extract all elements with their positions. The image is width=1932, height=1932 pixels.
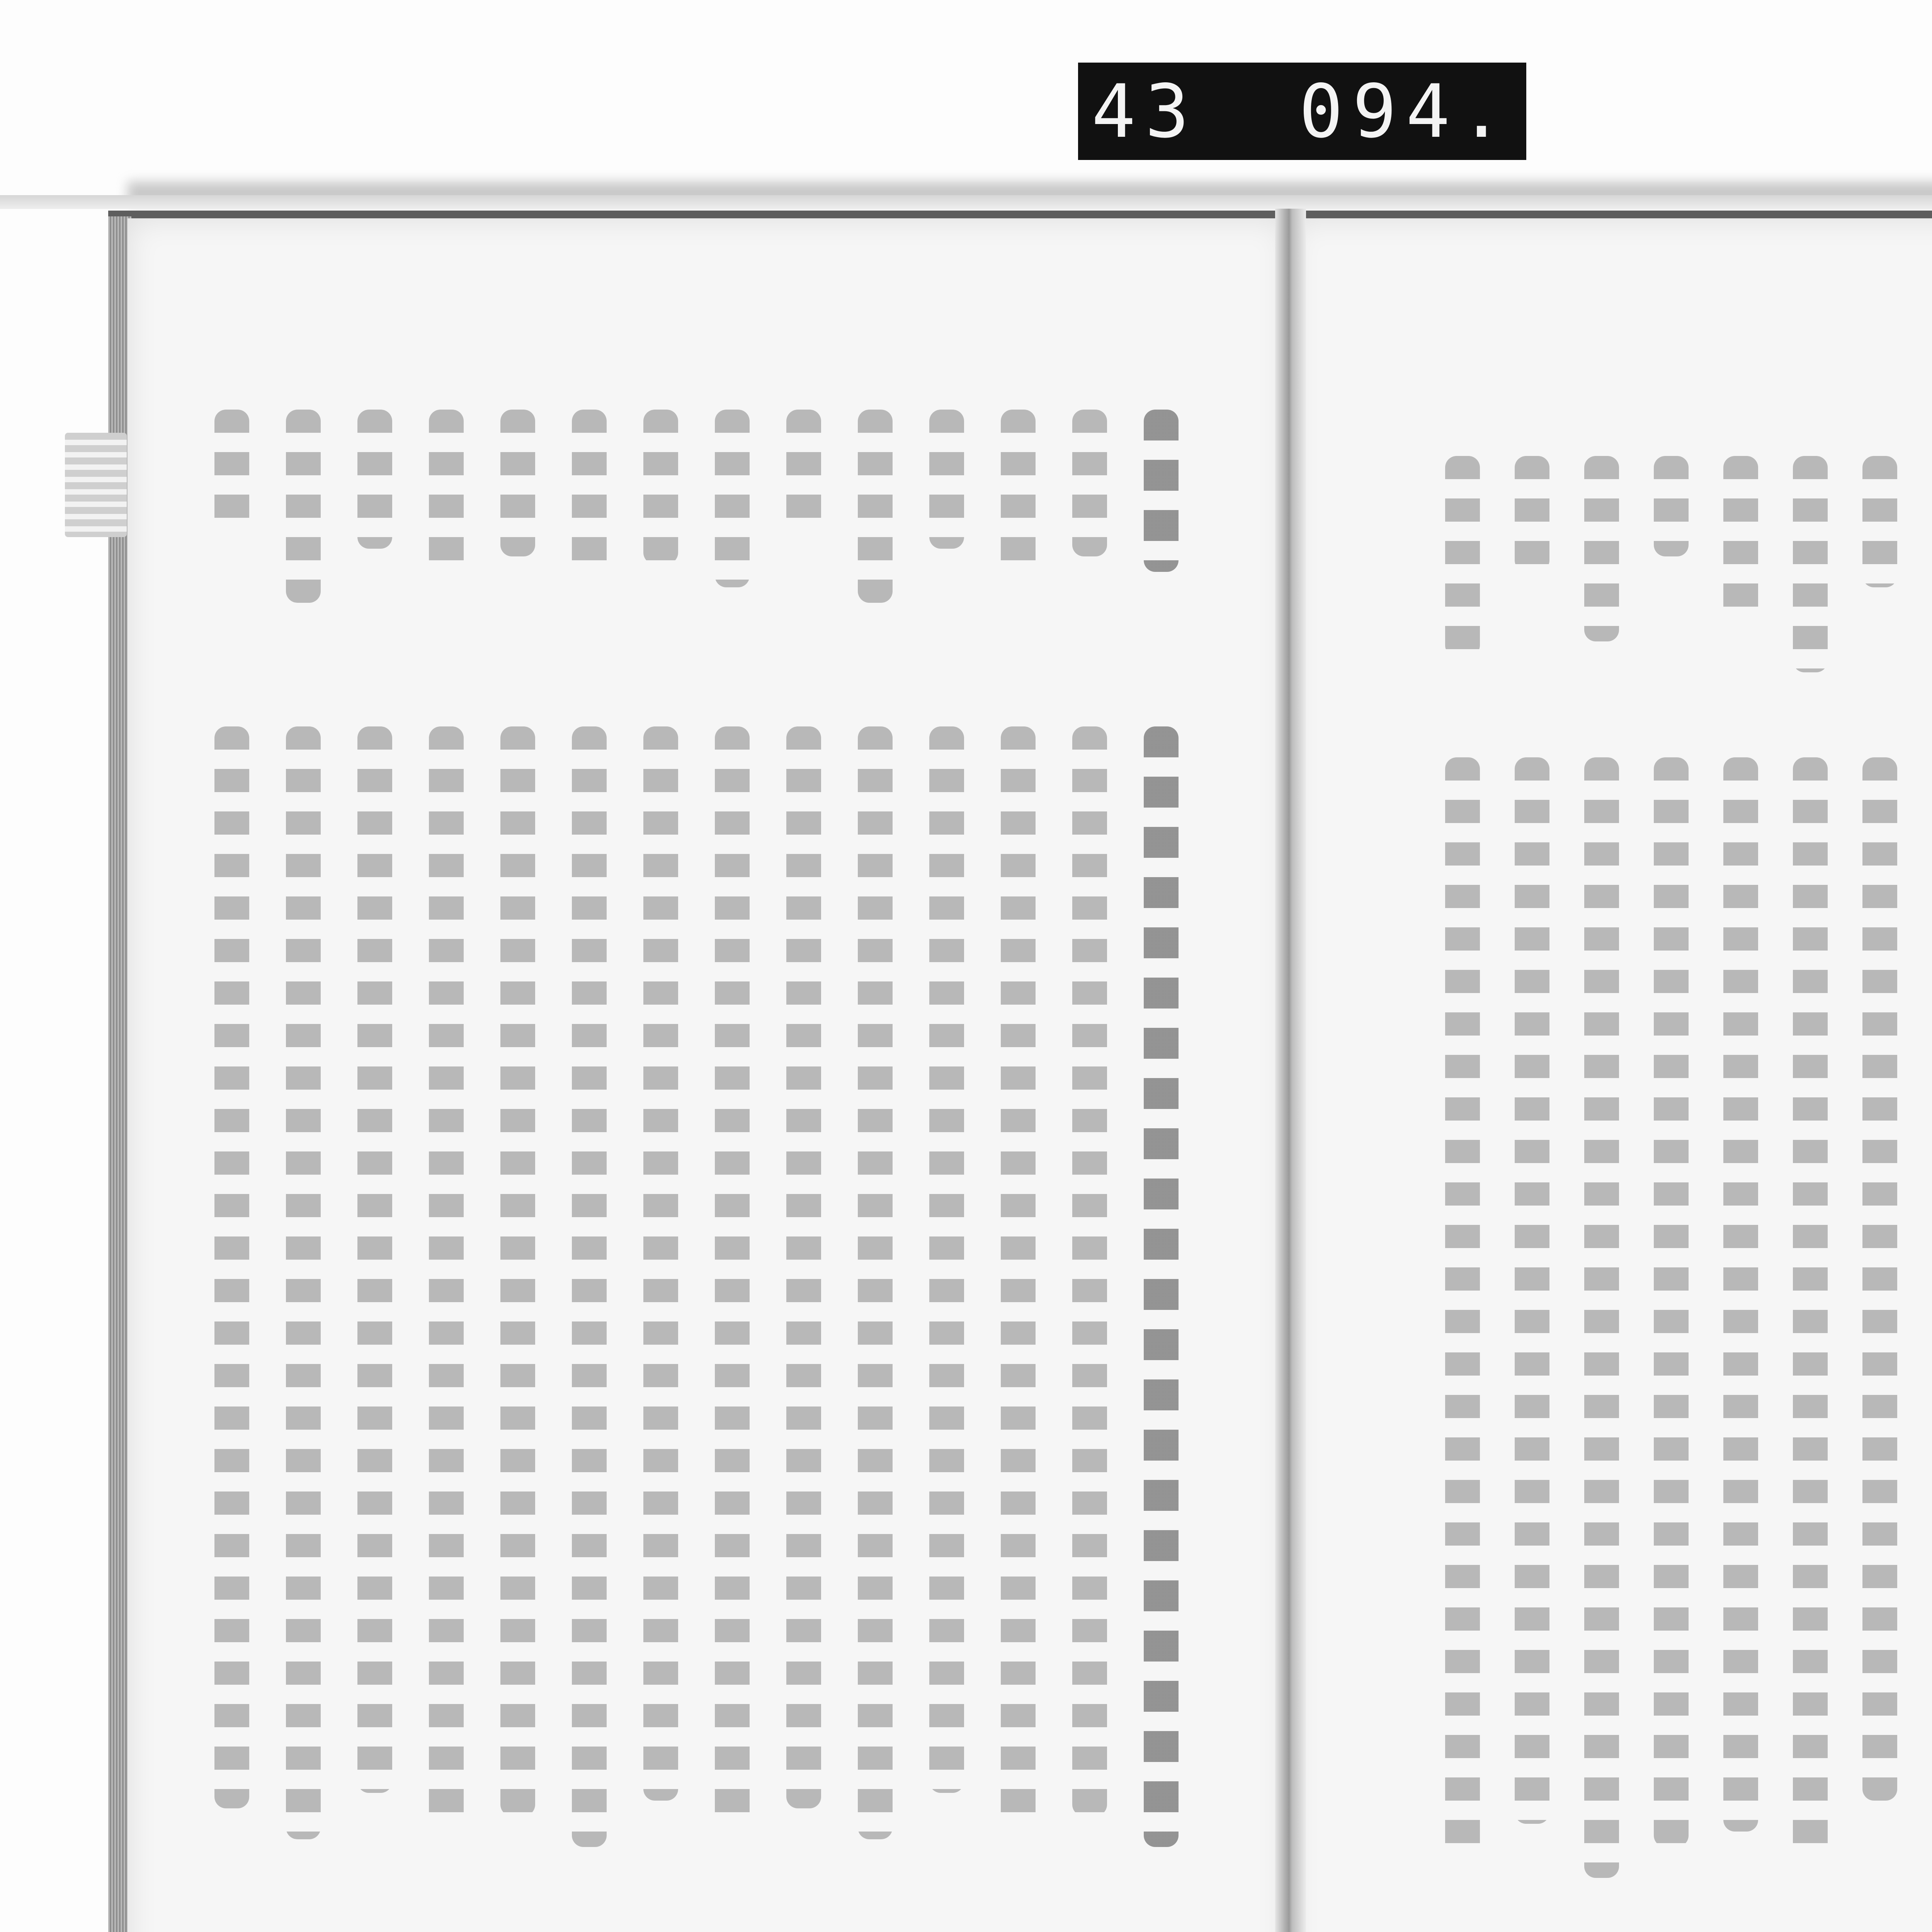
label-frame: 094. [1299, 68, 1513, 154]
script-column [715, 726, 750, 1824]
script-column [929, 726, 964, 1793]
script-column [1072, 410, 1107, 556]
script-column [1515, 757, 1549, 1824]
script-column [1515, 456, 1549, 572]
script-column [858, 726, 893, 1839]
script-column [1654, 757, 1689, 1847]
book-gutter [1275, 209, 1306, 1932]
script-column [786, 726, 821, 1808]
script-column [357, 726, 392, 1793]
script-column [1654, 456, 1689, 556]
archive-label [1078, 63, 1526, 160]
script-column [286, 410, 321, 603]
script-column [1445, 757, 1480, 1855]
script-column [214, 410, 249, 533]
script-column [786, 410, 821, 533]
script-column [500, 726, 535, 1816]
script-column [1723, 456, 1758, 618]
script-column [1144, 410, 1179, 572]
script-column [1584, 456, 1619, 641]
script-column [929, 410, 964, 549]
scanner-bed-line [0, 195, 1932, 209]
script-column [1862, 456, 1897, 587]
binding-tabs [65, 433, 127, 537]
script-column [1072, 726, 1107, 1816]
script-column [1445, 456, 1480, 657]
script-column [286, 726, 321, 1839]
script-column [1793, 456, 1828, 672]
script-column [500, 410, 535, 556]
script-column [357, 410, 392, 549]
script-column [1862, 757, 1897, 1801]
script-column [572, 726, 607, 1847]
script-column [1001, 410, 1036, 580]
script-column [1001, 726, 1036, 1832]
script-column [1584, 757, 1619, 1878]
script-column [1144, 726, 1179, 1847]
script-column [643, 410, 678, 564]
script-column [429, 410, 464, 580]
script-column [1723, 757, 1758, 1832]
script-column [643, 726, 678, 1801]
script-column [858, 410, 893, 603]
script-column [572, 410, 607, 572]
script-column [214, 726, 249, 1808]
script-column [429, 726, 464, 1832]
script-column [1793, 757, 1828, 1862]
label-volume: 43 [1091, 68, 1199, 154]
script-column [715, 410, 750, 587]
